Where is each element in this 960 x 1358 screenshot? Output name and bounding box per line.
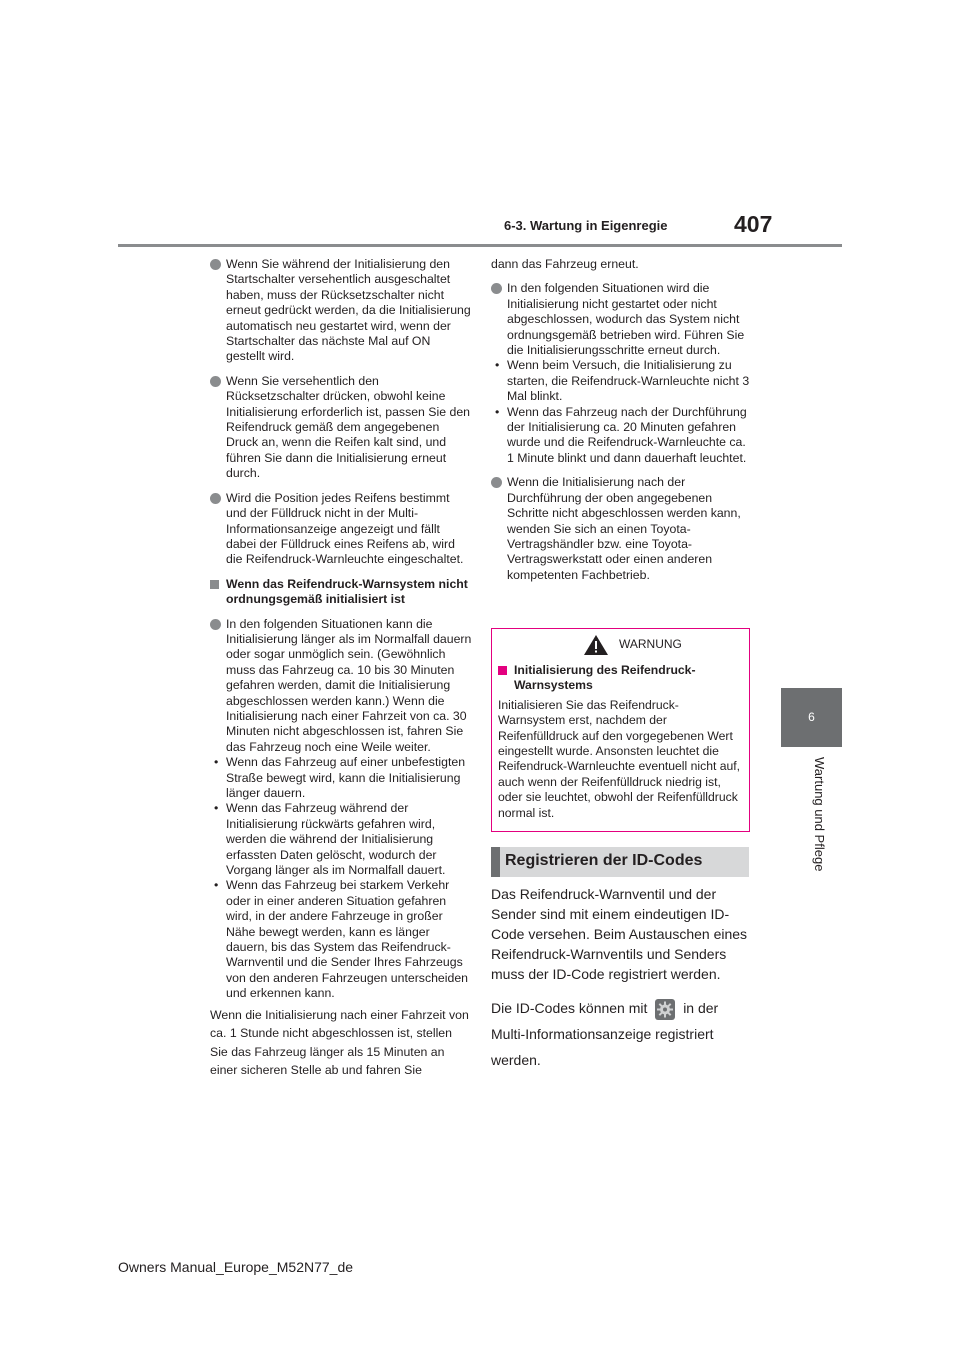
list-item: Wenn Sie während der Initialisierung den Startschalter versehentlich ausgeschaltet haben, muss der Rücksetzschalter nicht erneut gedrückt werden, da die Initialisierung automatisch neu gestartet wird, wenn der Startschalter das nächste Mal auf ON gestellt wird. xyxy=(210,257,472,365)
header-rule xyxy=(118,244,842,247)
chapter-tab: 6 xyxy=(781,688,842,747)
sub-item: • Wenn das Fahrzeug bei starkem Verkehr oder in einer anderen Situation gefahren wird, in der andere Fahrzeuge in großer Nähe bewegt werden, kann es länger dauern, bis das System das Reifendruck-Warnventil und die Sender Ihres Fahrzeugs von den anderen Fahrzeugen unterscheiden und erkennen kann. xyxy=(214,878,469,1001)
page-number: 407 xyxy=(734,211,773,237)
sub-item: • Wenn beim Versuch, die Initialisierung zu starten, die Reifendruck-Warnleuchte nicht 3 Mal blinkt. xyxy=(495,358,750,404)
paragraph: Wenn die Initialisierung nach einer Fahrzeit von ca. 1 Stunde nicht abgeschlossen ist, stellen Sie das Fahrzeug länger als 15 Minuten an einer sicheren Stelle ab und fahren Sie xyxy=(210,1007,469,1078)
warning-title: Initialisierung des Reifendruck-Warnsystems xyxy=(498,663,743,694)
section-paragraph-2: Die ID-Codes können mit in der Multi-Informationsanzeige registriert werden. xyxy=(491,1000,719,1068)
sub-item: • Wenn das Fahrzeug auf einer unbefestigten Straße bewegt wird, kann die Initialisierung länger dauern. xyxy=(214,755,466,800)
bullet-icon xyxy=(210,376,221,387)
footer-text: Owners Manual_Europe_M52N77_de xyxy=(118,1259,354,1275)
list-item: Wird die Position jedes Reifens bestimmt und der Fülldruck nicht in der Multi-Informationsanzeige angezeigt und fällt dabei der Fülldruck eines Reifens ab, wird die Reifendruck-Warnleuchte eingeschaltet. xyxy=(210,491,472,568)
list-item: Wenn Sie versehentlich den Rücksetzschalter drücken, obwohl keine Initialisierung erforderlich ist, passen Sie den Reifendruck gemäß dem angegebenen Druck an, wenn die Reifen kalt sind, und führen Sie dann die Initialisierung erneut durch. xyxy=(210,374,472,482)
bullet-icon xyxy=(491,283,502,294)
list-item: Wenn die Initialisierung nach der Durchführung der oben angegebenen Schritte nicht abgeschlossen werden kann, wenden Sie sich an einen Toyota-Vertragshändler bzw. eine Toyota-Vertragswerkstatt oder einen anderen kompetenten Fachbetrieb. xyxy=(491,475,753,583)
section-title: 6-3. Wartung in Eigenregie xyxy=(504,218,668,233)
list-item: In den folgenden Situationen wird die Initialisierung nicht gestartet oder nicht abgeschlossen, wodurch das System nicht ordnungsgemäß betrieben wird. Führen Sie die Initialisierungsschritte erneut durch. xyxy=(491,281,753,358)
bullet-icon xyxy=(491,477,502,488)
continuation-text: dann das Fahrzeug erneut. xyxy=(491,257,639,271)
sub-item: • Wenn das Fahrzeug nach der Durchführung der Initialisierung ca. 20 Minuten gefahren wurde und die Reifendruck-Warnleuchte ca. 1 Minute blinkt und dann dauerhaft leuchtet. xyxy=(495,404,747,465)
right-column xyxy=(491,257,753,592)
warning-header xyxy=(492,629,749,659)
square-bullet-icon xyxy=(498,666,507,675)
section-heading: Registrieren der ID-Codes xyxy=(491,847,749,877)
list-item: In den folgenden Situationen kann die Initialisierung länger als im Normalfall dauern oder sogar unmöglich sein. (Gewöhnlich muss das Fahrzeug ca. 10 bis 30 Minuten gefahren werden, damit die Initialisierung abgeschlossen werden kann.) Wenn die Initialisierung nach einer Fahrzeit von ca. 30 Minuten nicht abgeschlossen ist, fahren Sie das Fahrzeug noch eine Weile weiter. xyxy=(210,617,472,756)
settings-gear-icon xyxy=(655,999,675,1020)
bullet-icon xyxy=(210,493,221,504)
subheading: Wenn das Reifendruck-Warnsystem nicht ordnungsgemäß initialisiert ist xyxy=(210,577,472,608)
bullet-icon xyxy=(210,619,221,630)
warning-box xyxy=(491,628,750,832)
left-column xyxy=(210,257,472,1080)
warning-text: Initialisieren Sie das Reifendruck-Warnsystem erst, nachdem der Reifenfülldruck auf den vorgegebenen Wert eingestellt wurde. Ansonsten leuchtet die Reifendruck-Warnleuchte eventuell nicht auf, auch wenn der Reifenfülldruck niedrig ist, oder sie leuchtet, obwohl der Reifenfülldruck normal ist. xyxy=(498,697,741,820)
bullet-icon xyxy=(210,259,221,270)
sub-item: • Wenn das Fahrzeug während der Initialisierung rückwärts gefahren wird, werden die während der Initialisierung erfassten Daten gelöscht, wodurch der Vorgang länger als im Normalfall dauert. xyxy=(214,801,446,878)
section-body xyxy=(491,884,753,1073)
warning-label: WARNUNG xyxy=(619,637,682,651)
square-bullet-icon xyxy=(210,580,219,589)
section-paragraph: Das Reifendruck-Warnventil und der Sender sind mit einem eindeutigen ID-Code versehen. Beim Austauschen eines Reifendruck-Warnventils und Senders muss der ID-Code registriert werden. xyxy=(491,886,748,982)
warning-icon xyxy=(583,634,609,656)
chapter-title: Wartung und Pflege xyxy=(812,757,827,872)
